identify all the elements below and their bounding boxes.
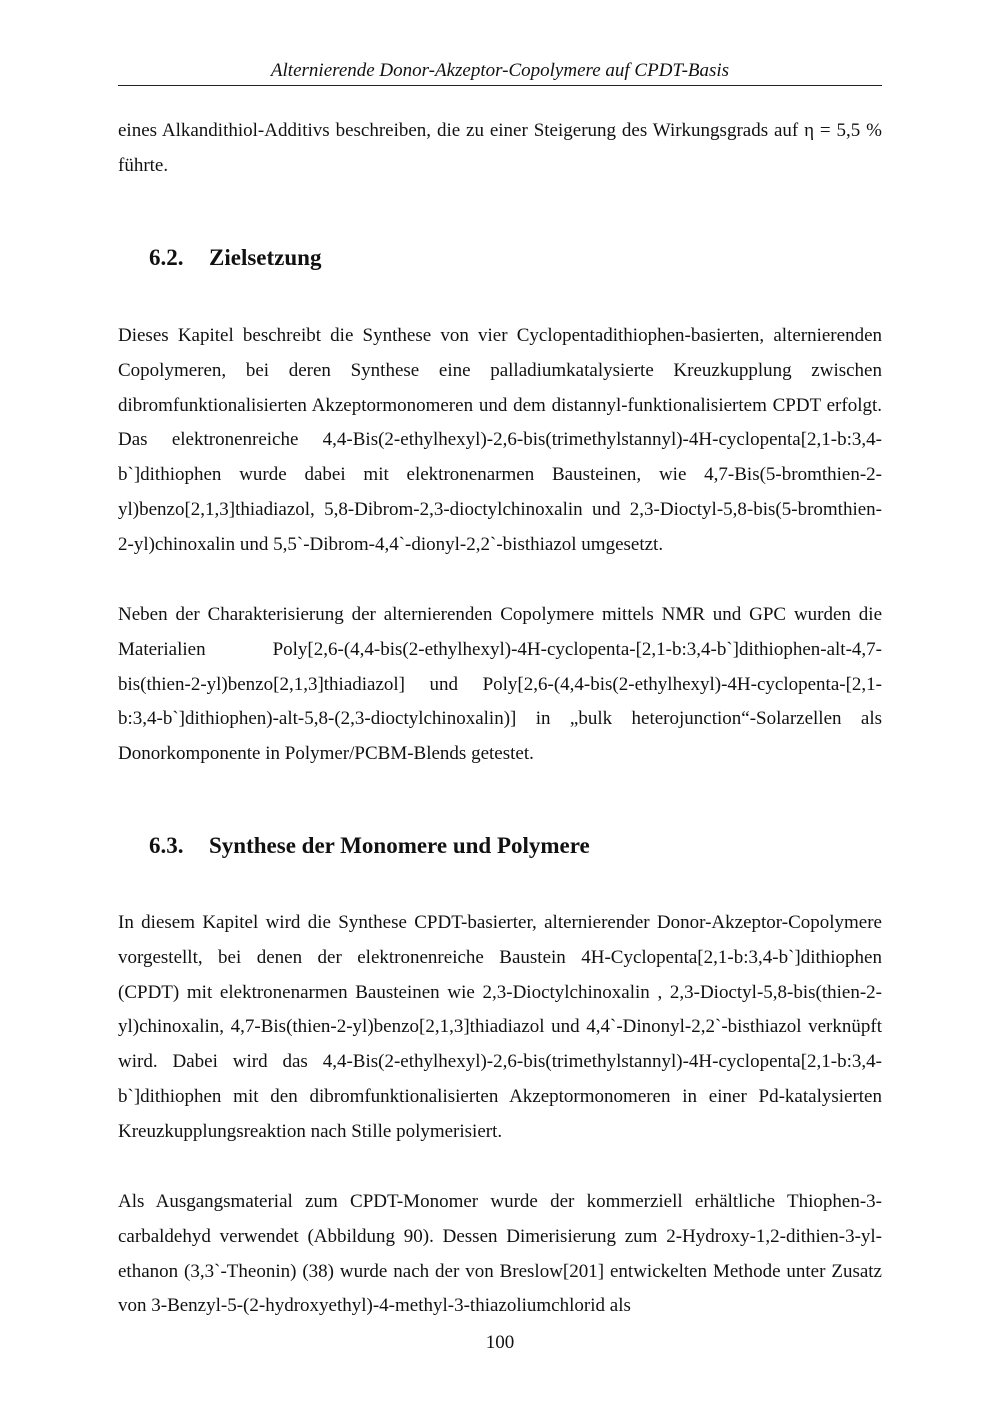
document-page bbox=[118, 0, 882, 1415]
section-6-2-paragraph-1: Dieses Kapitel beschreibt die Synthese von vier Cyclopentadithiophen-basierten, alternierenden Copolymeren, bei deren Synthese eine palladiumkatalysierte Kreuzkupplung zwischen dibromfunktionalisierten Akzeptormonomeren und dem distannyl-funktionalisiertem CPDT erfolgt. Das elektronenreiche 4,4-Bis(2-ethylhexyl)-2,6-bis(trimethylstannyl)-4H-cyclopenta[2,1-b:3,4-b`]dithiophen wurde dabei mit elektronenarmen Bausteinen, wie 4,7-Bis(5-bromthien-2-yl)benzo[2,1,3]thiadiazol, 5,8-Dibrom-2,3-dioctylchinoxalin und 2,3-Dioctyl-5,8-bis(5-bromthien-2-yl)chinoxalin und 5,5`-Dibrom-4,4`-dionyl-2,2`-bisthiazol umgesetzt. bbox=[118, 325, 882, 555]
section-6-2-paragraph-2: Neben der Charakterisierung der alternierenden Copolymere mittels NMR und GPC wurden die Materialien Poly[2,6-(4,4-bis(2-ethylhexyl)-4H-cyclopenta-[2,1-b:3,4-b`]dithiophen-alt-4,7-bis(thien-2-yl)benzo[2,1,3]thiadiazol] und Poly[2,6-(4,4-bis(2-ethylhexyl)-4H-cyclopenta-[2,1-b:3,4-b`]dithiophen)-alt-5,8-(2,3-dioctylchinoxalin)] in „bulk heterojunction“-Solarzellen als Donorkomponente in Polymer/PCBM-Blends getestet. bbox=[118, 604, 882, 765]
section-6-3-paragraph-2: Als Ausgangsmaterial zum CPDT-Monomer wurde der kommerziell erhältliche Thiophen-3-carbaldehyd verwendet (Abbildung 90). Dessen Dimerisierung zum 2-Hydroxy-1,2-dithien-3-yl-ethanon (3,3`-Theonin) (38) wurde nach der von Breslow[201] entwickelten Methode unter Zusatz von 3-Benzyl-5-(2-hydroxyethyl)-4-methyl-3-thiazoliumchlorid als bbox=[118, 1191, 882, 1317]
page-number: 100 bbox=[485, 1332, 515, 1353]
running-header: Alternierende Donor-Akzeptor-Copolymere auf CPDT-Basis bbox=[270, 60, 730, 81]
header-divider bbox=[118, 85, 882, 86]
section-heading-6-2 bbox=[149, 243, 321, 273]
section-number: 6.2. bbox=[149, 245, 184, 270]
intro-paragraph: eines Alkandithiol-Additivs beschreiben, die zu einer Steigerung des Wirkungsgrads auf η = 5,5 % führte. bbox=[118, 120, 882, 176]
section-title: Zielsetzung bbox=[209, 245, 322, 270]
section-number: 6.3. bbox=[149, 833, 184, 858]
section-6-3-paragraph-1: In diesem Kapitel wird die Synthese CPDT-basierter, alternierender Donor-Akzeptor-Copolymere vorgestellt, bei denen der elektronenreiche Baustein 4H-Cyclopenta[2,1-b:3,4-b`]dithiophen (CPDT) mit elektronenarmen Bausteinen wie 2,3-Dioctylchinoxalin , 2,3-Dioctyl-5,8-bis(thien-2-yl)chinoxalin, 4,7-Bis(thien-2-yl)benzo[2,1,3]thiadiazol und 4,4`-Dinonyl-2,2`-bisthiazol verknüpft wird. Dabei wird das 4,4-Bis(2-ethylhexyl)-2,6-bis(trimethylstannyl)-4H-cyclopenta[2,1-b:3,4-b`]dithiophen mit den dibromfunktionalisierten Akzeptormonomeren in einer Pd-katalysierten Kreuzkupplungsreaktion nach Stille polymerisiert. bbox=[118, 912, 882, 1142]
section-heading-6-3 bbox=[149, 831, 590, 861]
section-title: Synthese der Monomere und Polymere bbox=[209, 833, 590, 858]
